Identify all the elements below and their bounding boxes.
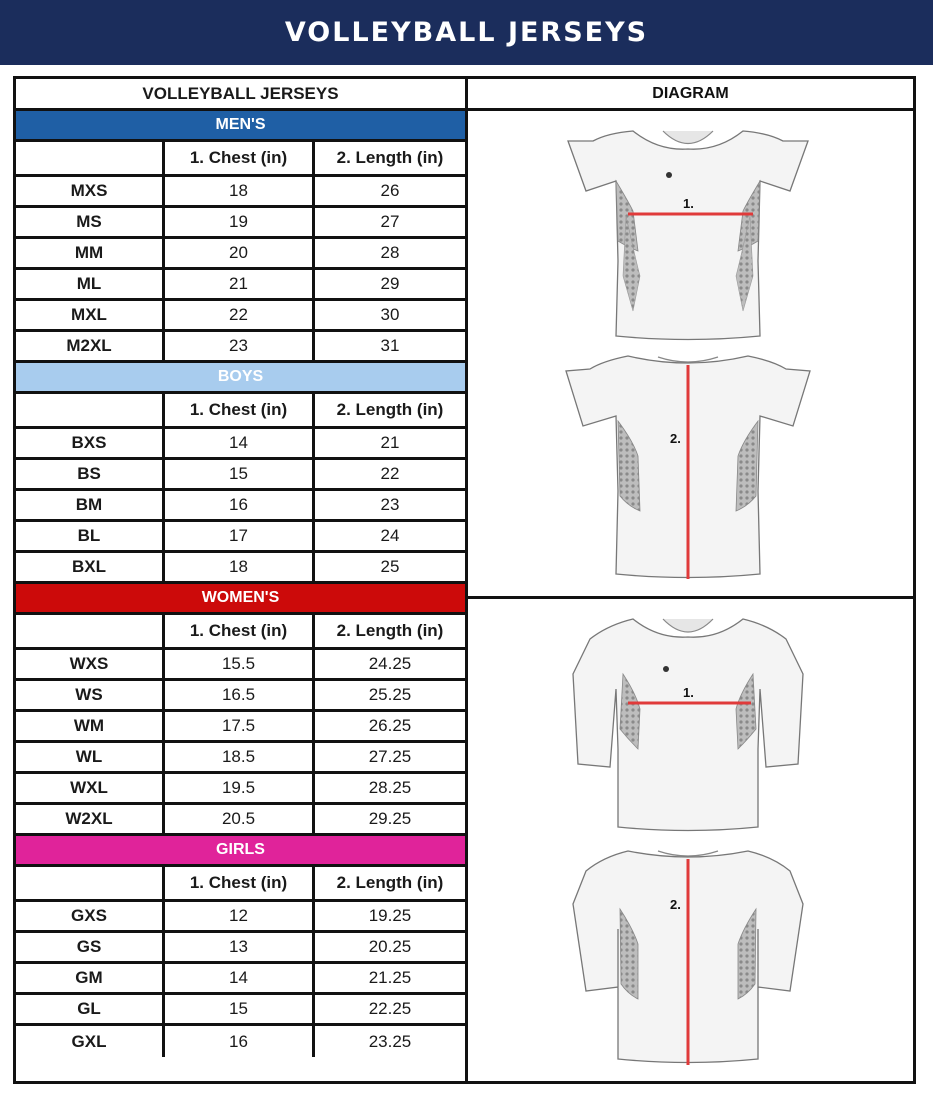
table-title: VOLLEYBALL JERSEYS: [142, 83, 339, 103]
size-cell: GXS: [16, 902, 165, 930]
table-row: [16, 774, 465, 805]
jersey-front-long-sleeve: [573, 619, 803, 831]
chest-cell: 16: [165, 491, 315, 519]
size-cell: BXL: [16, 553, 165, 581]
chest-cell: 20.5: [165, 805, 315, 833]
size-cell: GM: [16, 964, 165, 992]
size-cell: GXL: [16, 1026, 165, 1057]
column-header-size: [16, 142, 165, 174]
page-title: VOLLEYBALL JERSEYS: [0, 0, 933, 65]
column-header-size: [16, 615, 165, 647]
column-header-row: [16, 615, 465, 650]
chest-cell: 18.5: [165, 743, 315, 771]
section-title: GIRLS: [16, 836, 465, 864]
section-title: BOYS: [16, 363, 465, 391]
chest-cell: 18: [165, 553, 315, 581]
size-cell: BXS: [16, 429, 165, 457]
column-header-length: 2. Length (in): [336, 148, 444, 167]
table-row: [16, 553, 465, 584]
section-header-womens: [16, 584, 465, 615]
chest-cell: 17: [165, 522, 315, 550]
column-header-size: [16, 394, 165, 426]
length-cell: 27.25: [368, 747, 412, 766]
length-cell: 28: [380, 243, 400, 262]
table-row: [16, 332, 465, 363]
length-cell: 24: [380, 526, 400, 545]
chest-cell: 15: [165, 460, 315, 488]
table-row: [16, 712, 465, 743]
length-cell: 22.25: [368, 999, 412, 1018]
length-cell: 25: [380, 557, 400, 576]
length-cell: 27: [380, 212, 400, 231]
size-cell: GS: [16, 933, 165, 961]
length-cell: 24.25: [368, 654, 412, 673]
chest-cell: 14: [165, 964, 315, 992]
size-cell: WXS: [16, 650, 165, 678]
jersey-back-short-sleeve: [566, 356, 810, 579]
chest-cell: 14: [165, 429, 315, 457]
size-cell: BM: [16, 491, 165, 519]
table-row: [16, 208, 465, 239]
table-row: [16, 301, 465, 332]
table-row: [16, 177, 465, 208]
length-cell: 29: [380, 274, 400, 293]
size-cell: ML: [16, 270, 165, 298]
size-chart: [13, 76, 916, 1084]
column-header-chest: 1. Chest (in): [165, 142, 315, 174]
size-cell: WXL: [16, 774, 165, 802]
size-cell: WS: [16, 681, 165, 709]
column-header-row: [16, 394, 465, 429]
chest-cell: 23: [165, 332, 315, 360]
length-cell: 26: [380, 181, 400, 200]
logo-dot: [663, 666, 669, 672]
length-cell: 19.25: [368, 906, 412, 925]
table-row: [16, 902, 465, 933]
size-cell: M2XL: [16, 332, 165, 360]
chest-cell: 17.5: [165, 712, 315, 740]
short-sleeve-jersey-illustration: [468, 111, 913, 596]
chest-cell: 22: [165, 301, 315, 329]
table-row: [16, 933, 465, 964]
table-row: [16, 239, 465, 270]
chest-cell: 18: [165, 177, 315, 205]
size-cell: MXS: [16, 177, 165, 205]
size-cell: MS: [16, 208, 165, 236]
long-sleeve-diagram: [468, 599, 913, 1081]
table-row: [16, 650, 465, 681]
logo-dot: [666, 172, 672, 178]
length-label: 2.: [670, 897, 681, 912]
chest-cell: 16: [165, 1026, 315, 1057]
chest-cell: 21: [165, 270, 315, 298]
table-row: [16, 805, 465, 836]
jersey-front-short-sleeve: [568, 131, 808, 340]
chest-cell: 15.5: [165, 650, 315, 678]
table-row: [16, 995, 465, 1026]
column-header-chest: 1. Chest (in): [165, 394, 315, 426]
table-row: [16, 522, 465, 553]
size-cell: GL: [16, 995, 165, 1023]
short-sleeve-diagram: [468, 111, 913, 599]
table-row: [16, 681, 465, 712]
chest-cell: 20: [165, 239, 315, 267]
column-header-length: 2. Length (in): [336, 400, 444, 419]
length-cell: 21: [380, 433, 400, 452]
table-row: [16, 1026, 465, 1057]
section-title: WOMEN'S: [16, 584, 465, 612]
length-cell: 22: [380, 464, 400, 483]
column-header-chest: 1. Chest (in): [165, 615, 315, 647]
size-cell: W2XL: [16, 805, 165, 833]
column-header-length: 2. Length (in): [336, 621, 444, 640]
size-cell: WM: [16, 712, 165, 740]
table-sections: [16, 111, 465, 1057]
size-table: [16, 79, 465, 1057]
chest-cell: 13: [165, 933, 315, 961]
size-cell: BL: [16, 522, 165, 550]
size-cell: MM: [16, 239, 165, 267]
diagram-column: [465, 79, 913, 1081]
size-cell: BS: [16, 460, 165, 488]
chest-cell: 19: [165, 208, 315, 236]
chest-label: 1.: [683, 685, 694, 700]
length-cell: 30: [380, 305, 400, 324]
chest-cell: 12: [165, 902, 315, 930]
table-title-row: [16, 79, 465, 111]
jersey-back-long-sleeve: [573, 851, 803, 1065]
table-row: [16, 270, 465, 301]
chest-label: 1.: [683, 196, 694, 211]
table-row: [16, 743, 465, 774]
column-header-chest: 1. Chest (in): [165, 867, 315, 899]
length-cell: 23.25: [368, 1031, 412, 1051]
length-cell: 29.25: [368, 809, 412, 828]
section-header-mens: [16, 111, 465, 142]
length-cell: 31: [380, 336, 400, 355]
column-header-row: [16, 867, 465, 902]
long-sleeve-jersey-illustration: [468, 599, 913, 1081]
length-label: 2.: [670, 431, 681, 446]
length-cell: 26.25: [368, 716, 412, 735]
chest-cell: 16.5: [165, 681, 315, 709]
column-header-size: [16, 867, 165, 899]
column-header-row: [16, 142, 465, 177]
size-cell: MXL: [16, 301, 165, 329]
length-cell: 25.25: [368, 685, 412, 704]
table-row: [16, 491, 465, 522]
diagram-title: DIAGRAM: [468, 79, 913, 111]
chest-cell: 19.5: [165, 774, 315, 802]
length-cell: 28.25: [368, 778, 412, 797]
section-header-girls: [16, 836, 465, 867]
column-header-length: 2. Length (in): [336, 873, 444, 892]
length-cell: 21.25: [368, 968, 412, 987]
table-row: [16, 460, 465, 491]
section-title: MEN'S: [16, 111, 465, 139]
section-header-boys: [16, 363, 465, 394]
chest-cell: 15: [165, 995, 315, 1023]
length-cell: 23: [380, 495, 400, 514]
table-row: [16, 964, 465, 995]
length-cell: 20.25: [368, 937, 412, 956]
size-cell: WL: [16, 743, 165, 771]
table-row: [16, 429, 465, 460]
